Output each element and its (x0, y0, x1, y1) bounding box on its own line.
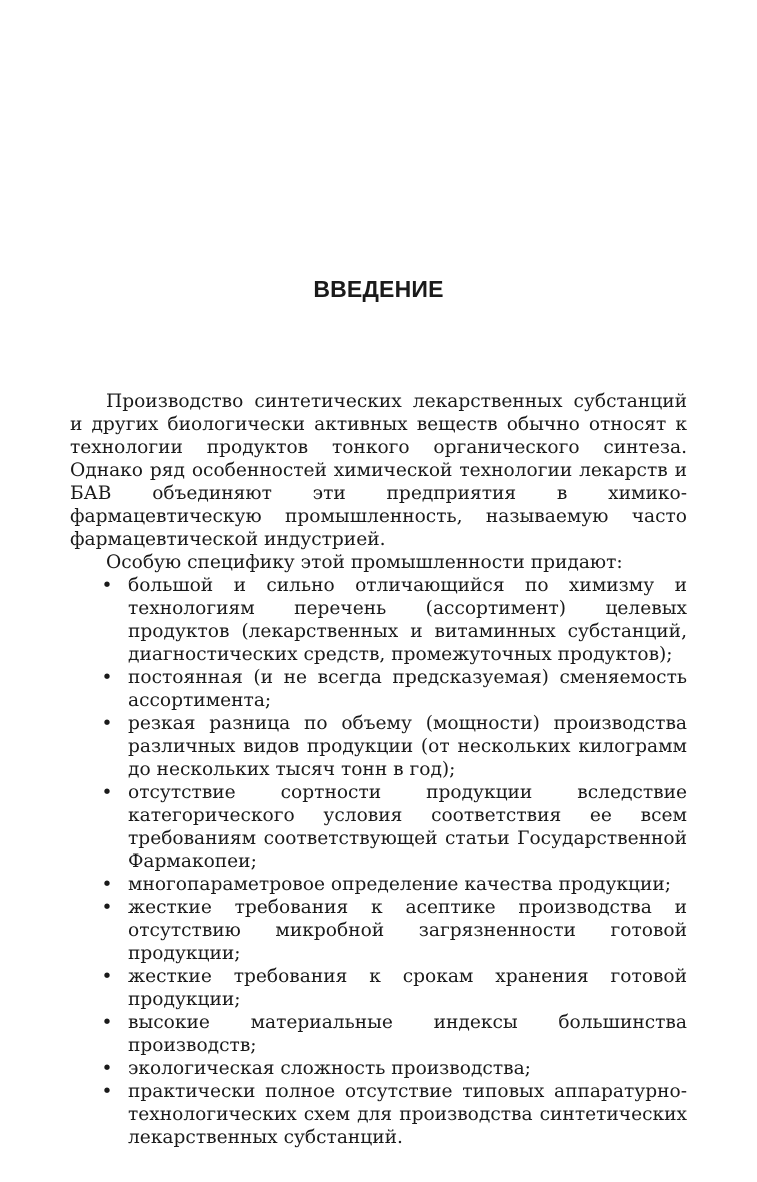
list-item-text: отсутствие сортности продукции вследствие категорического условия соответствия ее всем требованиям соответствующей статьи Государственной Фармакопеи; (128, 782, 687, 872)
bullet-icon: • (101, 966, 113, 987)
lead-line: Особую специфику этой промышленности придают: (106, 552, 623, 573)
bullet-icon: • (101, 713, 113, 734)
list-item (70, 873, 687, 896)
list-item-text: экологическая сложность производства; (128, 1058, 531, 1079)
bullet-icon: • (101, 782, 113, 803)
list-item-text: практически полное отсутствие типовых аппаратурно-технологических схем для производства синтетических лекарственных субстанций. (128, 1081, 687, 1148)
list-item (70, 712, 687, 781)
bullet-icon: • (101, 667, 113, 688)
list-item-text: многопараметровое определение качества продукции; (128, 874, 672, 895)
list-item-text: большой и сильно отличающийся по химизму и технологиям перечень (ассортимент) целевых продуктов (лекарственных и витаминных субстанций, диагностических средств, промежуточных продуктов); (128, 575, 687, 665)
list-item (70, 574, 687, 666)
chapter-heading: ВВЕДЕНИЕ (313, 276, 444, 302)
list-item (70, 1057, 687, 1080)
bullet-icon: • (101, 897, 113, 918)
bullet-icon: • (101, 1012, 113, 1033)
bullet-icon: • (101, 1081, 113, 1102)
list-item-text: постоянная (и не всегда предсказуемая) сменяемость ассортимента; (128, 667, 687, 711)
list-item-text: жесткие требования к асептике производства и отсутствию микробной загрязненности готовой продукции; (128, 897, 687, 964)
list-item-text: резкая разница по объему (мощности) производства различных видов продукции (от нескольких килограмм до нескольких тысяч тонн в год); (128, 713, 687, 780)
list-item (70, 1080, 687, 1149)
bullet-icon: • (101, 874, 113, 895)
specifics-list (70, 574, 687, 1149)
list-item (70, 1011, 687, 1057)
list-item (70, 781, 687, 873)
chapter-body (70, 390, 687, 1149)
bullet-icon: • (101, 1058, 113, 1079)
intro-paragraph: Производство синтетических лекарственных субстанций и других биологически активных веществ обычно относят к технологии продуктов тонкого органического синтеза. Однако ряд особенностей химической технологии лекарств и БАВ объединяют эти предприятия в химико-фармацевтическую промышленность, называемую часто фармацевтической индустрией. (70, 391, 687, 550)
list-item (70, 896, 687, 965)
list-item-text: жесткие требования к срокам хранения готовой продукции; (128, 966, 687, 1010)
list-item (70, 965, 687, 1011)
list-item-text: высокие материальные индексы большинства производств; (128, 1012, 687, 1056)
bullet-icon: • (101, 575, 113, 596)
list-item (70, 666, 687, 712)
